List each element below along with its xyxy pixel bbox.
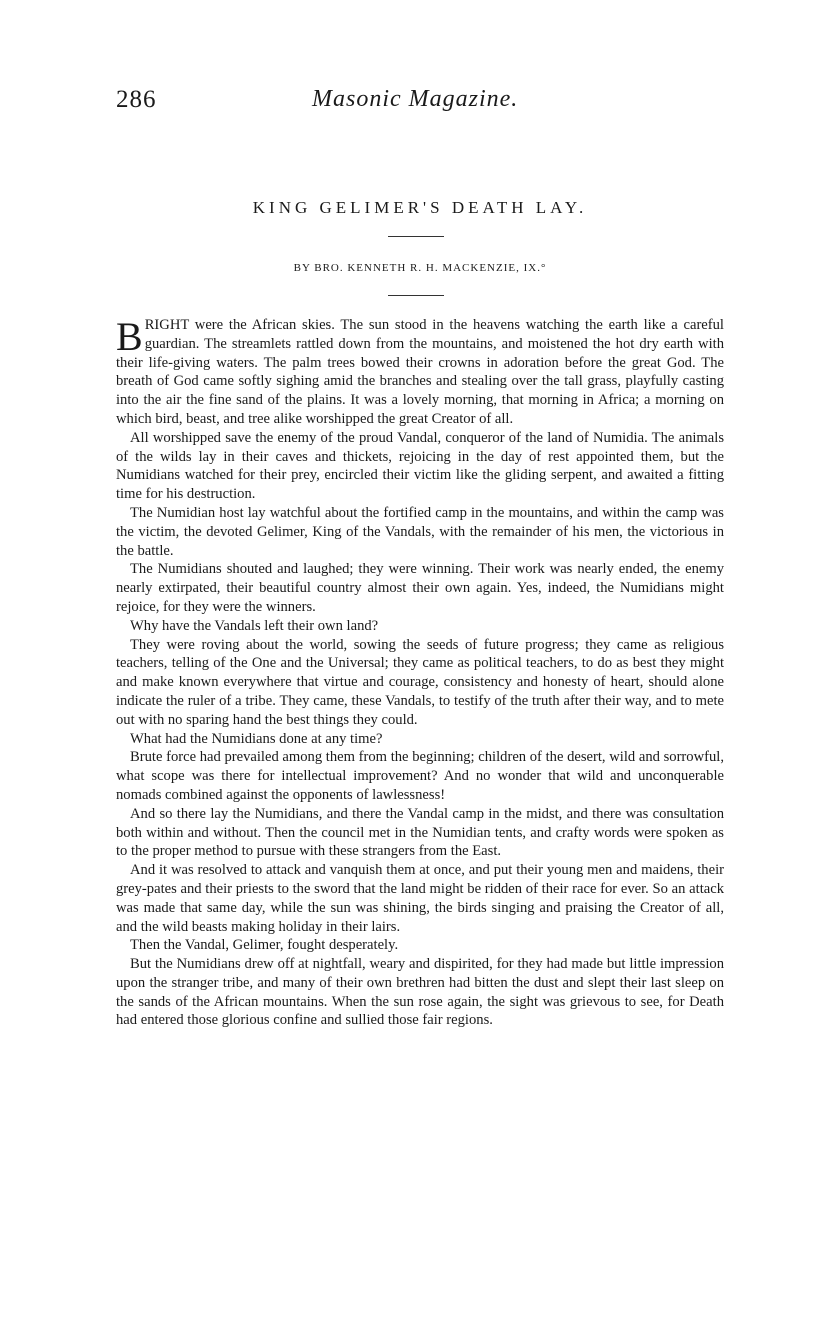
byline: BY BRO. KENNETH R. H. MACKENZIE, IX.° bbox=[293, 262, 547, 274]
article-title: KING GELIMER'S DEATH LAY. bbox=[252, 198, 588, 217]
title-divider bbox=[388, 236, 444, 237]
paragraph: But the Numidians drew off at nightfall, weary and dispirited, for they had made but little impression upon the stranger tribe, and many of their own brethren had bitten the dust and slept their last sleep on the sands of the African mountains. When the sun rose again, the sight was grievous to see, for Death had entered those glorious confine and sullied those fair regions. bbox=[116, 956, 724, 1029]
paragraph-text: RIGHT were the African skies. The sun stood in the heavens watching the earth like a careful guardian. The streamlets rattled down from the mountains, and moistened the hot dry earth with their life-giving waters. The palm trees bowed their crowns in adoration before the great God. The breath of God came softly sighing amid the branches and stealing over the tall grass, playfully casting into the air the fine sand of the plains. It was a lovely morning, that morning in Africa; a morning on which bird, beast, and tree alike worshipped the great Creator of all. bbox=[116, 317, 724, 427]
magazine-title: Masonic Magazine. bbox=[312, 86, 519, 112]
paragraph: What had the Numidians done at any time? bbox=[130, 730, 383, 747]
paragraph: They were roving about the world, sowing the seeds of future progress; they came as religious teachers, telling of the One and the Universal; they came as political teachers, to do as best they might and make known everywhere that virtue and courage, consistency and honesty of heart, should alone indicate the ruler of a tribe. They came, these Vandals, to testify of the truth after their way, and to mete out with no sparing hand the best things they could. bbox=[116, 636, 724, 728]
paragraph bbox=[116, 316, 724, 429]
paragraph: And it was resolved to attack and vanquish them at once, and put their young men and maidens, their grey-pates and their priests to the sword that the land might be ridden of their race for ever. So an attack was made that same day, while the sun was shining, the birds singing and praising the Creator of all, and the wild beasts making holiday in their lairs. bbox=[116, 862, 724, 935]
paragraph: Then the Vandal, Gelimer, fought desperately. bbox=[130, 937, 399, 954]
paragraph: The Numidian host lay watchful about the fortified camp in the mountains, and within the camp was the victim, the devoted Gelimer, King of the Vandals, with the remainder of his men, the victorious in the battle. bbox=[116, 504, 724, 559]
paragraph: All worshipped save the enemy of the proud Vandal, conqueror of the land of Numidia. The animals of the wilds lay in their caves and thickets, rejoicing in the day of rest appointed them, but the Numidians watched for their prey, encircled their victim like the gliding serpent, and awaited a fitting time for his destruction. bbox=[116, 429, 724, 503]
paragraph: And so there lay the Numidians, and there the Vandal camp in the midst, and there was consultation both within and without. Then the council met in the Numidian tents, and crafty words were spoken as to the proper method to pursue with these strangers from the East. bbox=[116, 805, 724, 860]
article-body bbox=[116, 316, 724, 1030]
drop-cap: B bbox=[116, 314, 143, 359]
paragraph: Brute force had prevailed among them from the beginning; children of the desert, wild and sorrowful, what scope was there for intellectual improvement? And no wonder that wild and unconquerable nomads combined against the opponents of lawlessness! bbox=[116, 749, 724, 803]
paragraph: Why have the Vandals left their own land? bbox=[130, 617, 379, 634]
byline-divider bbox=[388, 295, 444, 296]
running-head bbox=[116, 86, 724, 126]
paragraph: The Numidians shouted and laughed; they were winning. Their work was nearly ended, the enemy nearly extirpated, their beautiful country almost their own again. Yes, indeed, the Numidians might rejoice, for they were the winners. bbox=[116, 561, 724, 615]
page-number: 286 bbox=[116, 86, 157, 113]
